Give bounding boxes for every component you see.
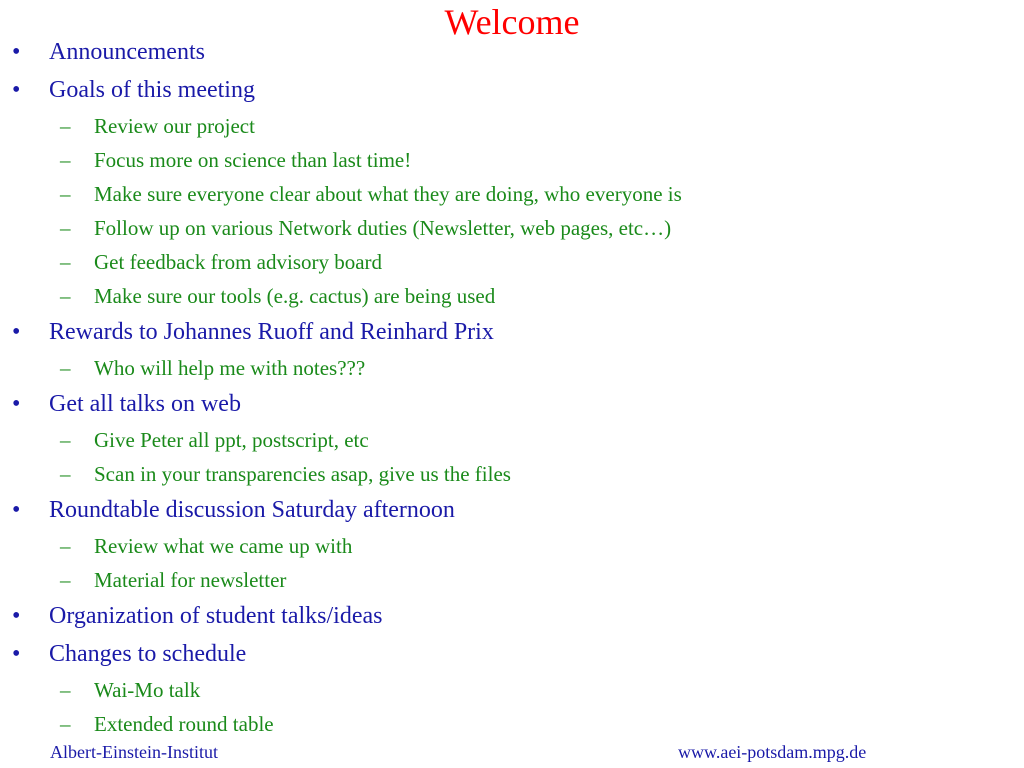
footer-url: www.aei-potsdam.mpg.de <box>678 742 867 762</box>
dash-marker: – <box>60 678 71 702</box>
bullet-outline <box>0 34 1024 742</box>
bullet-text: Goals of this meeting <box>49 77 255 103</box>
dash-marker: – <box>60 428 71 452</box>
sub-bullet-item <box>0 246 1024 280</box>
bullet-item <box>0 314 1024 352</box>
bullet-text: Review our project <box>94 114 255 138</box>
bullet-marker: • <box>12 319 21 345</box>
bullet-item <box>0 492 1024 530</box>
bullet-text: Announcements <box>49 39 205 65</box>
bullet-text: Make sure our tools (e.g. cactus) are being used <box>94 284 496 308</box>
sub-bullet-item <box>0 424 1024 458</box>
sub-bullet-item <box>0 352 1024 386</box>
sub-bullet-item <box>0 280 1024 314</box>
dash-marker: – <box>60 182 71 206</box>
bullet-text: Make sure everyone clear about what they are doing, who everyone is <box>94 182 682 206</box>
bullet-text: Review what we came up with <box>94 534 353 558</box>
sub-bullet-item <box>0 178 1024 212</box>
bullet-text: Roundtable discussion Saturday afternoon <box>49 497 455 523</box>
bullet-text: Focus more on science than last time! <box>94 148 412 172</box>
bullet-text: Get feedback from advisory board <box>94 250 383 274</box>
bullet-marker: • <box>12 497 21 523</box>
bullet-text: Rewards to Johannes Ruoff and Reinhard Prix <box>49 319 494 345</box>
dash-marker: – <box>60 462 71 486</box>
sub-bullet-item <box>0 144 1024 178</box>
slide-title: Welcome <box>444 2 580 42</box>
dash-marker: – <box>60 250 71 274</box>
bullet-text: Who will help me with notes??? <box>94 356 366 380</box>
bullet-item <box>0 34 1024 72</box>
bullet-item <box>0 598 1024 636</box>
dash-marker: – <box>60 148 71 172</box>
bullet-text: Material for newsletter <box>94 568 287 592</box>
bullet-item <box>0 386 1024 424</box>
footer-institute: Albert-Einstein-Institut <box>50 742 218 762</box>
sub-bullet-item <box>0 708 1024 742</box>
bullet-marker: • <box>12 641 21 667</box>
sub-bullet-item <box>0 458 1024 492</box>
bullet-text: Get all talks on web <box>49 391 241 417</box>
dash-marker: – <box>60 114 71 138</box>
bullet-text: Scan in your transparencies asap, give us the files <box>94 462 511 486</box>
bullet-item <box>0 72 1024 110</box>
bullet-marker: • <box>12 39 21 65</box>
bullet-item <box>0 636 1024 674</box>
dash-marker: – <box>60 534 71 558</box>
dash-marker: – <box>60 284 71 308</box>
dash-marker: – <box>60 216 71 240</box>
bullet-marker: • <box>12 603 21 629</box>
bullet-text: Follow up on various Network duties (Newsletter, web pages, etc…) <box>94 216 672 240</box>
sub-bullet-item <box>0 530 1024 564</box>
dash-marker: – <box>60 356 71 380</box>
bullet-text: Extended round table <box>94 712 274 736</box>
bullet-marker: • <box>12 391 21 417</box>
bullet-marker: • <box>12 77 21 103</box>
dash-marker: – <box>60 712 71 736</box>
sub-bullet-item <box>0 110 1024 144</box>
bullet-text: Changes to schedule <box>49 641 247 667</box>
bullet-text: Wai-Mo talk <box>94 678 201 702</box>
dash-marker: – <box>60 568 71 592</box>
bullet-text: Organization of student talks/ideas <box>49 603 383 629</box>
sub-bullet-item <box>0 674 1024 708</box>
sub-bullet-item <box>0 564 1024 598</box>
sub-bullet-item <box>0 212 1024 246</box>
bullet-text: Give Peter all ppt, postscript, etc <box>94 428 369 452</box>
